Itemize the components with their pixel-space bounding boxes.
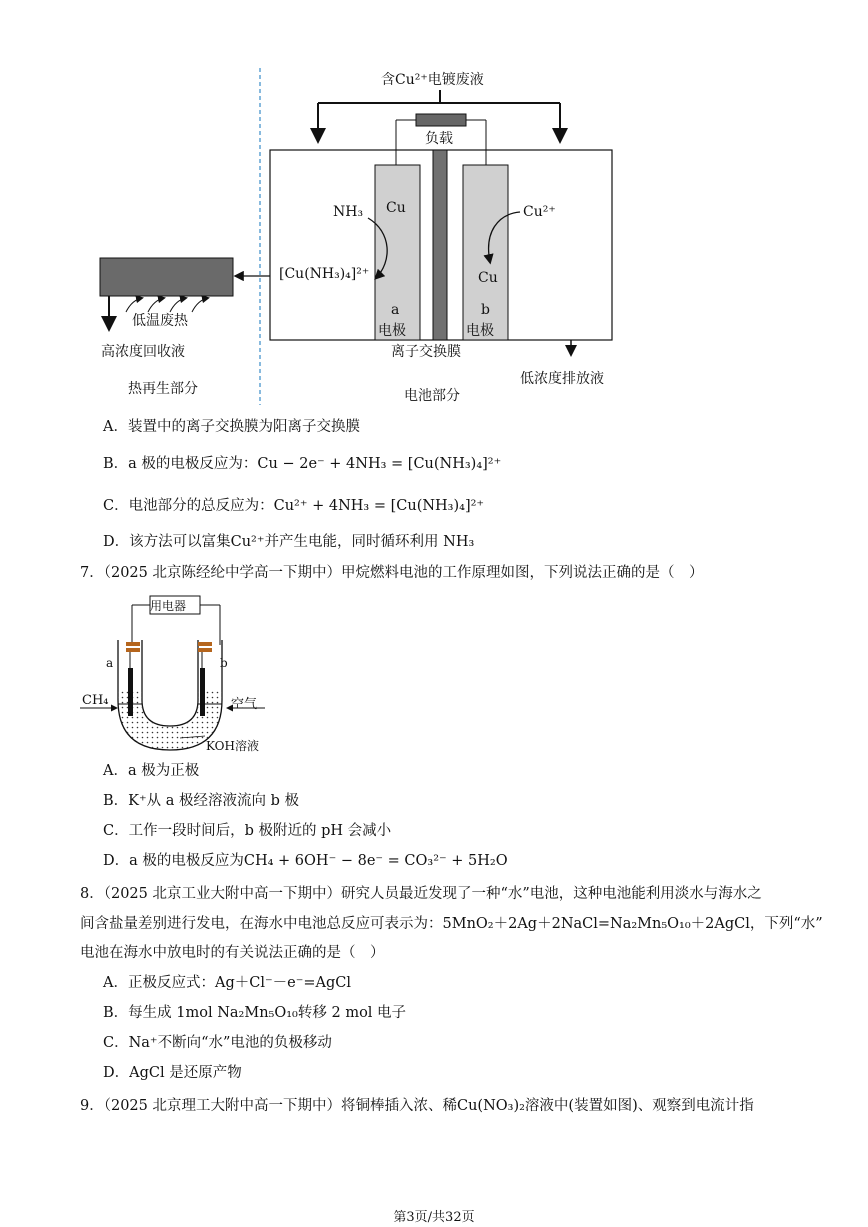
q9-stem: 9．（2025 北京理工大附中高一下期中）将铜棒插入浓、稀Cu(NO₃)₂溶液中(装置如图)、观察到电流计指 xyxy=(80,1098,754,1114)
electrode-b-metal: Cu xyxy=(478,270,498,286)
electrode-a-metal: Cu xyxy=(386,200,406,216)
q8-option-c: C．Na⁺不断向“水”电池的负极移动 xyxy=(103,1035,332,1051)
q6-option-c: C．电池部分的总反应为：Cu²⁺ + 4NH₃ = [Cu(NH₃)₄]²⁺ xyxy=(103,498,485,514)
load-label: 负载 xyxy=(425,131,453,147)
electrode-b-label: b xyxy=(220,656,228,670)
low-conc-label: 低浓度排放液 xyxy=(520,371,604,387)
electrode-a-letter: a xyxy=(391,302,400,318)
q6-option-d: D．该方法可以富集Cu²⁺并产生电能，同时循环利用 NH₃ xyxy=(103,534,475,550)
device-label: 用电器 xyxy=(150,599,187,613)
load-resistor xyxy=(416,114,466,126)
right-section-label: 电池部分 xyxy=(404,388,460,404)
electrode-b-letter: b xyxy=(481,302,490,318)
q8-stem-line1: 8．（2025 北京工业大附中高一下期中）研究人员最近发现了一种“水”电池，这种电池能利用淡水与海水之 xyxy=(80,886,762,902)
high-conc-label: 高浓度回收液 xyxy=(101,344,185,360)
left-section-label: 热再生部分 xyxy=(128,381,198,397)
complex-label: [Cu(NH₃)₄]²⁺ xyxy=(279,266,370,282)
koh-label: KOH溶液 xyxy=(206,739,259,753)
waste-heat-label: 低温废热 xyxy=(132,313,188,329)
thermal-regen-box xyxy=(100,258,233,296)
electrode-b-word: 电极 xyxy=(466,323,494,339)
air-label: 空气 xyxy=(231,697,258,712)
q8-option-d: D．AgCl 是还原产物 xyxy=(103,1065,242,1081)
q8-option-b: B．每生成 1mol Na₂Mn₅O₁₀转移 2 mol 电子 xyxy=(103,1005,407,1021)
cu-ion-label: Cu²⁺ xyxy=(523,204,556,220)
methane-fuel-cell-diagram xyxy=(70,590,290,760)
q7-option-a: A．a 极为正极 xyxy=(103,763,200,779)
q8-option-a: A．正极反应式：Ag＋Cl⁻－e⁻=AgCl xyxy=(103,975,351,991)
top-label: 含Cu²⁺电镀废液 xyxy=(381,72,484,88)
q7-option-d-equation: CH₄ + 6OH⁻ − 8e⁻ = CO₃²⁻ + 5H₂O xyxy=(243,853,508,869)
q8-stem-line2: 间含盐量差别进行发电，在海水中电池总反应可表示为：5MnO₂＋2Ag＋2NaCl=Na₂Mn₅O₁₀＋2AgCl，下列“水” xyxy=(80,916,823,932)
ch4-label: CH₄ xyxy=(82,693,109,708)
electrode-a-word: 电极 xyxy=(378,323,406,339)
q6-option-c-equation: Cu²⁺ + 4NH₃ = [Cu(NH₃)₄]²⁺ xyxy=(273,498,485,514)
q6-option-b: B．a 极的电极反应为：Cu − 2e⁻ + 4NH₃ = [Cu(NH₃)₄]²⁺ xyxy=(103,456,502,472)
q6-option-a: A．装置中的离子交换膜为阳离子交换膜 xyxy=(103,419,360,435)
q7-option-b: B．K⁺从 a 极经溶液流向 b 极 xyxy=(103,793,300,809)
nh3-label: NH₃ xyxy=(333,204,364,220)
electrode-a-label: a xyxy=(106,656,114,670)
q8-stem-line3: 电池在海水中放电时的有关说法正确的是（ ） xyxy=(80,945,385,961)
ion-exchange-membrane xyxy=(433,150,447,340)
electrode-a-bar xyxy=(128,668,133,716)
q7-option-d: D．a 极的电极反应为CH₄ + 6OH⁻ − 8e⁻ = CO₃²⁻ + 5H₂O xyxy=(103,853,508,869)
q7-stem: 7．（2025 北京陈经纶中学高一下期中）甲烷燃料电池的工作原理如图，下列说法正确的是（ ） xyxy=(80,565,704,581)
electrode-b-bar xyxy=(200,668,205,716)
q7-option-c: C．工作一段时间后，b 极附近的 pH 会减小 xyxy=(103,823,392,839)
q6-option-b-equation: Cu − 2e⁻ + 4NH₃ = [Cu(NH₃)₄]²⁺ xyxy=(257,456,502,472)
page-footer: 第3页/共32页 xyxy=(393,1210,475,1225)
membrane-label: 离子交换膜 xyxy=(391,344,461,360)
